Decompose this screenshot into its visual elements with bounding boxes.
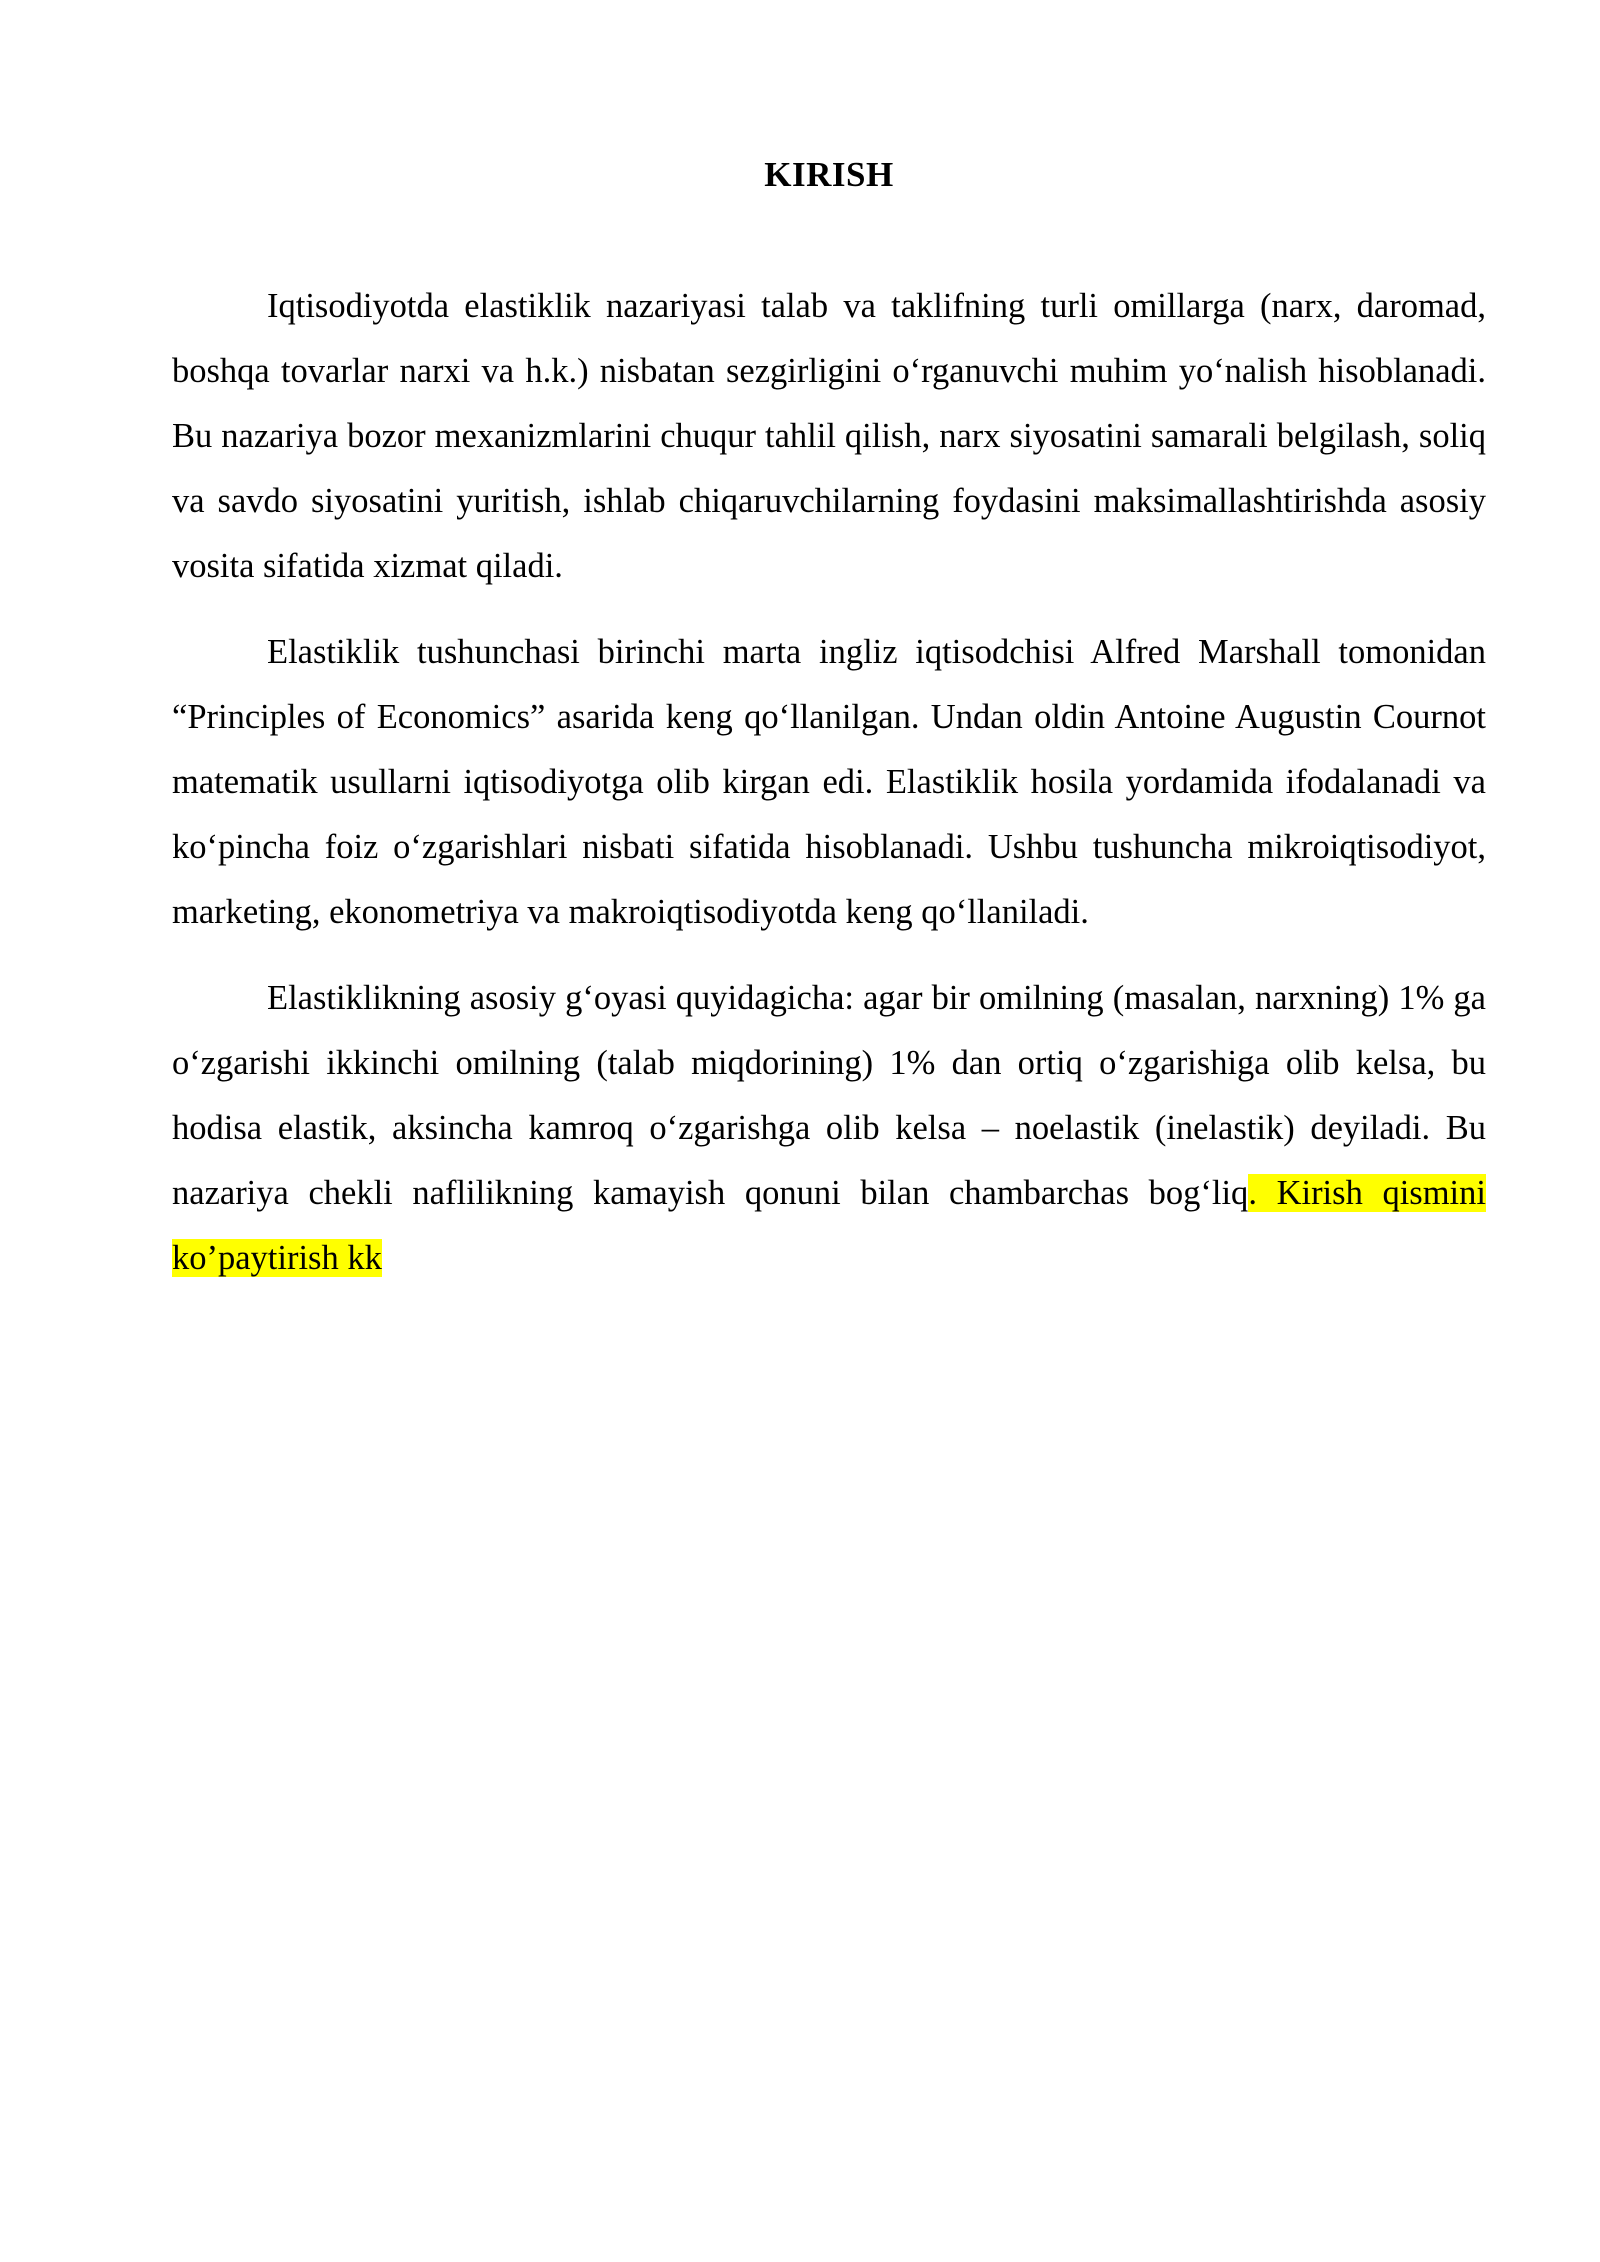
paragraph-2: Elastiklik tushunchasi birinchi marta ingliz iqtisodchisi Alfred Marshall tomonidan “Principles of Economics” asarida keng qo‘llanilgan. Undan oldin Antoine Augustin Cournot matematik usullarni iqtisodiyotga olib kirgan edi. Elastiklik hosila yordamida ifodalanadi va ko‘pincha foiz o‘zgarishlari nisbati sifatida hisoblanadi. Ushbu tushuncha mikroiqtisodiyot, marketing, ekonometriya va makroiqtisodiyotda keng qo‘llaniladi. <box>172 633 1486 931</box>
paragraph-3 <box>172 966 1486 1291</box>
document-body <box>172 150 1486 1312</box>
highlighted-note: . Kirish qismini ko’paytirish kk <box>172 1174 1486 1277</box>
paragraph-3-text: Elastiklikning asosiy g‘oyasi quyidagicha: agar bir omilning (masalan, narxning) 1% ga o‘zgarishi ikkinchi omilning (talab miqdorining) 1% dan ortiq o‘zgarishiga olib kelsa, bu hodisa elastik, aksincha kamroq o‘zgarishga olib kelsa – noelastik (inelastik) deyiladi. Bu nazariya chekli naflilikning kamayish qonuni bilan chambarchas bog‘liq <box>172 979 1486 1212</box>
paragraph-1: Iqtisodiyotda elastiklik nazariyasi talab va taklifning turli omillarga (narx, daromad, boshqa tovarlar narxi va h.k.) nisbatan sezgirligini o‘rganuvchi muhim yo‘nalish hisoblanadi. Bu nazariya bozor mexanizmlarini chuqur tahlil qilish, narx siyosatini samarali belgilash, soliq va savdo siyosatini yuritish, ishlab chiqaruvchilarning foydasini maksimallashtirishda asosiy vosita sifatida xizmat qiladi. <box>172 287 1486 585</box>
page-title: KIRISH <box>764 155 894 194</box>
